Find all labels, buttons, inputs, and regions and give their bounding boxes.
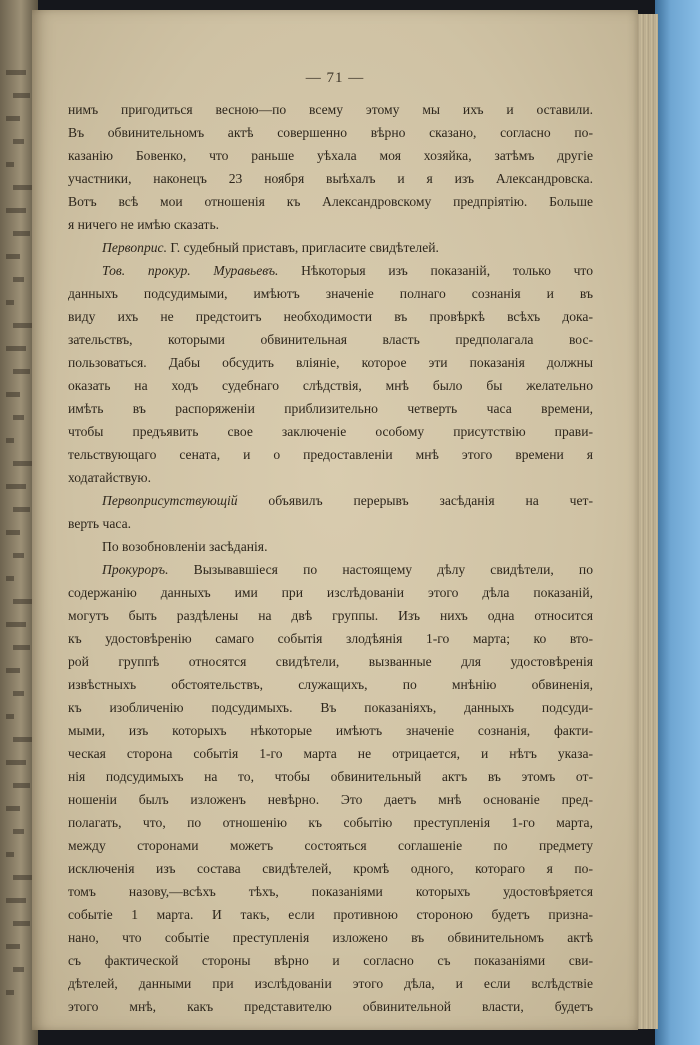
line-text: мыми, изъ которыхъ нѣкоторые имѣютъ значеніе сознанія, факти-	[68, 723, 593, 738]
line-text: содержанію данныхъ ими при изслѣдованіи этого дѣла показаній,	[68, 585, 593, 600]
text-line	[68, 880, 593, 903]
text-line	[68, 673, 593, 696]
line-text: я ничего не имѣю сказать.	[68, 217, 220, 232]
line-text: дѣтелей, данными при изслѣдованіи этого дѣла, и если вслѣдствіе	[68, 976, 593, 991]
line-text: Въ обвинительномъ актѣ совершенно вѣрно сказано, согласно по-	[68, 125, 593, 140]
line-text: оказать на ходъ судебнаго слѣдствія, мнѣ было бы желательно	[68, 378, 593, 393]
text-line	[68, 259, 593, 282]
line-text: къ удостовѣренію самаго событія злодѣянія 1-го марта; ко вто-	[68, 631, 593, 646]
text-line	[68, 466, 593, 489]
text-line	[68, 558, 593, 581]
text-line	[68, 926, 593, 949]
facing-page-glyph	[6, 622, 26, 627]
text-line	[68, 903, 593, 926]
line-text: нимъ пригодиться весною—по всему этому мы ихъ и оставили.	[68, 102, 593, 117]
line-text: исключенія изъ состава свидѣтелей, кромѣ одного, котораго я по-	[68, 861, 593, 876]
line-text: событіе 1 марта. И такъ, если противною стороною будетъ призна-	[68, 907, 593, 922]
line-text: рой группѣ относятся свидѣтели, вызванные для удостовѣренія	[68, 654, 593, 669]
line-text: Нѣкоторыя изъ показаній, только что	[278, 263, 593, 278]
facing-page-glyph	[13, 967, 24, 972]
facing-page-glyph	[13, 415, 24, 420]
text-line	[68, 236, 593, 259]
text-line	[68, 305, 593, 328]
speaker-label: Тов. прокур. Муравьевъ.	[102, 263, 279, 278]
text-line	[68, 213, 593, 236]
line-text: нія подсудимыхъ на то, чтобы обвинительный актъ въ этомъ от-	[68, 769, 593, 784]
speaker-label: Первоприсутствующій	[102, 493, 238, 508]
line-text: Г. судебный приставъ, пригласите свидѣтелей.	[167, 240, 439, 255]
line-text: къ изобличенію подсудимыхъ. Въ показаніяхъ, данныхъ подсуди-	[68, 700, 593, 715]
facing-page-glyph	[13, 507, 30, 512]
facing-page-glyph	[6, 714, 14, 719]
facing-page-glyph	[6, 806, 20, 811]
text-line	[68, 351, 593, 374]
line-text: чтобы предъявить свое заключеніе особому присутствію прави-	[68, 424, 593, 439]
facing-page-glyph	[6, 116, 20, 121]
facing-page-glyph	[6, 530, 20, 535]
facing-page-glyph	[6, 852, 14, 857]
line-text: между сторонами можетъ состояться соглашеніе по предмету	[68, 838, 593, 853]
text-line	[68, 328, 593, 351]
line-text: полагать, что, по отношенію къ событію преступленія 1-го марта,	[68, 815, 593, 830]
line-text: ческая сторона событія 1-го марта не отрицается, и нѣтъ указа-	[68, 746, 593, 761]
facing-page-glyph	[13, 829, 24, 834]
text-line	[68, 397, 593, 420]
text-line	[68, 98, 593, 121]
text-line	[68, 190, 593, 213]
facing-page-glyph	[6, 944, 20, 949]
facing-page-glyph	[6, 392, 20, 397]
line-text: могутъ быть раздѣлены на двѣ группы. Изъ нихъ одна относится	[68, 608, 593, 623]
line-text: тельствующаго сената, и о предоставленіи мнѣ этого времени я	[68, 447, 593, 462]
text-line	[68, 374, 593, 397]
text-line	[68, 604, 593, 627]
text-line	[68, 857, 593, 880]
text-line	[68, 765, 593, 788]
line-text: казанію Бовенко, что раньше уѣхала моя хозяйка, затѣмъ другіе	[68, 148, 593, 163]
facing-page-glyph	[6, 162, 14, 167]
text-line	[68, 972, 593, 995]
line-text: ходатайствую.	[68, 470, 151, 485]
text-line	[68, 650, 593, 673]
facing-page-glyph	[13, 277, 24, 282]
text-line	[68, 627, 593, 650]
facing-page-glyph	[6, 760, 26, 765]
line-text: объявилъ перерывъ засѣданія на чет-	[237, 493, 593, 508]
text-line	[68, 420, 593, 443]
facing-page-glyph	[13, 921, 30, 926]
line-text: виду ихъ не предстоитъ необходимости въ провѣркѣ всѣхъ дока-	[68, 309, 593, 324]
text-line	[68, 788, 593, 811]
text-line	[68, 581, 593, 604]
line-text: участники, наконецъ 23 ноября выѣхалъ и я изъ Александровска.	[68, 171, 593, 186]
facing-page-glyph	[6, 70, 26, 75]
text-line	[68, 696, 593, 719]
line-text: Вотъ всѣ мои отношенія къ Александровскому предпріятію. Больше	[68, 194, 593, 209]
body-text	[68, 98, 593, 1018]
text-line	[68, 742, 593, 765]
text-line	[68, 167, 593, 190]
line-text: съ фактической стороны вѣрно и согласно съ показаніями сви-	[68, 953, 593, 968]
text-line	[68, 949, 593, 972]
line-text: верть часа.	[68, 516, 132, 531]
line-text: По возобновленіи засѣданія.	[102, 539, 268, 554]
line-text: нано, что событіе преступленія изложено въ обвинительномъ актѣ	[68, 930, 593, 945]
facing-page-glyph	[13, 645, 30, 650]
facing-page-glyph	[6, 438, 14, 443]
line-text: зательствъ, которыми обвинительная власть предполагала вос-	[68, 332, 593, 347]
page-number: — 71 —	[305, 70, 365, 86]
facing-page-glyph	[6, 254, 20, 259]
line-text: извѣстныхъ обстоятельствъ, служащихъ, по мнѣнію обвиненія,	[68, 677, 593, 692]
text-line	[68, 443, 593, 466]
text-line	[68, 811, 593, 834]
facing-page-glyph	[6, 990, 14, 995]
facing-page-glyph	[13, 93, 30, 98]
line-text: данныхъ подсудимыми, имѣютъ значеніе полнаго сознанія и въ	[68, 286, 593, 301]
text-line	[68, 995, 593, 1018]
line-text: ношеніи былъ изложенъ невѣрно. Это даетъ мнѣ основаніе пред-	[68, 792, 593, 807]
facing-page-glyph	[6, 668, 20, 673]
book-page	[32, 10, 638, 1030]
text-line	[68, 144, 593, 167]
speaker-label: Прокуроръ.	[102, 562, 169, 577]
facing-page-glyph	[13, 783, 30, 788]
line-text: Вызывавшіеся по настоящему дѣлу свидѣтели, по	[168, 562, 593, 577]
text-line	[68, 535, 593, 558]
background-surface	[655, 0, 700, 1045]
line-text: этого мнѣ, какъ представителю обвинительной власти, будетъ	[68, 999, 593, 1014]
text-line	[68, 719, 593, 742]
speaker-label: Первоприс.	[102, 240, 167, 255]
text-line	[68, 121, 593, 144]
facing-page-glyph	[6, 576, 14, 581]
facing-page-glyph	[13, 553, 24, 558]
line-text: пользоваться. Дабы обсудить вліяніе, которое эти показанія должны	[68, 355, 593, 370]
facing-page-glyph	[6, 898, 26, 903]
facing-page-glyph	[6, 484, 26, 489]
facing-page-glyph	[6, 300, 14, 305]
facing-page-glyph	[13, 691, 24, 696]
text-line	[68, 834, 593, 857]
facing-page-glyph	[6, 208, 26, 213]
line-text: имѣть въ распоряженіи приблизительно четверть часа времени,	[68, 401, 593, 416]
facing-page-glyph	[6, 346, 26, 351]
facing-page-glyph	[13, 369, 30, 374]
facing-page-glyph	[13, 231, 30, 236]
text-line	[68, 282, 593, 305]
line-text: томъ назову,—всѣхъ тѣхъ, показаніями которыхъ удостовѣряется	[68, 884, 593, 899]
text-line	[68, 489, 593, 512]
facing-page-glyph	[13, 139, 24, 144]
text-line	[68, 512, 593, 535]
